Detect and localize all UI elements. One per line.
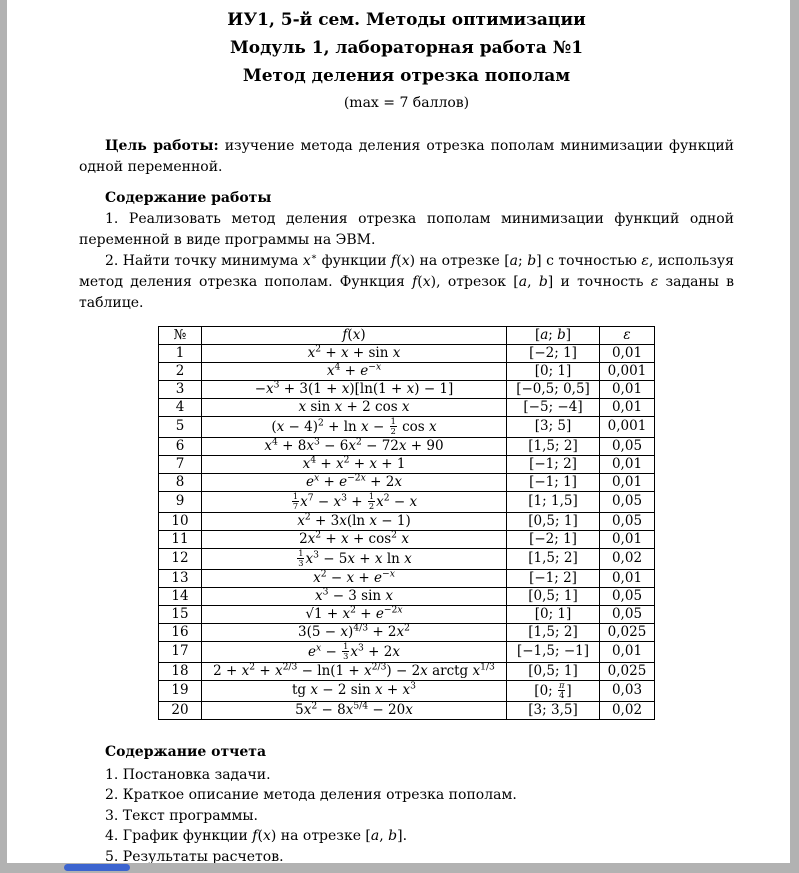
cell-function: $\frac{1}{7}$ $x^7 - x^3$ + $\frac{1}{2}$ $x^2 - x$ — [202, 491, 507, 512]
cell-number: 17 — [159, 641, 202, 662]
table-row — [159, 641, 655, 662]
col-interval: [a; b] — [507, 327, 600, 345]
table-row — [159, 455, 655, 473]
work-item-1: 1. Реализовать метод деления отрезка пополам минимизации функций одной переменной в виде программы на ЭВМ. — [79, 211, 734, 248]
cell-epsilon: 0,05 — [600, 587, 655, 605]
cell-interval: [1,5; 2] — [507, 623, 600, 641]
cell-function: x sin x + 2 cos x — [202, 399, 507, 417]
cell-epsilon: 0,03 — [600, 680, 655, 701]
cell-epsilon: 0,05 — [600, 605, 655, 623]
cell-epsilon: 0,001 — [600, 363, 655, 381]
table-row — [159, 587, 655, 605]
cell-interval: [−2; 1] — [507, 345, 600, 363]
table-row — [159, 623, 655, 641]
cell-number: 6 — [159, 437, 202, 455]
cell-interval: [−5; −4] — [507, 399, 600, 417]
cell-epsilon: 0,01 — [600, 473, 655, 491]
cell-number: 18 — [159, 662, 202, 680]
method-title: Метод деления отрезка пополам — [242, 66, 571, 86]
cell-epsilon: 0,025 — [600, 662, 655, 680]
course-title: ИУ1, 5-й сем. Методы оптимизации — [227, 10, 586, 30]
cell-epsilon: 0,001 — [600, 417, 655, 438]
col-epsilon: ε — [600, 327, 655, 345]
cell-epsilon: 0,05 — [600, 491, 655, 512]
cell-epsilon: 0,01 — [600, 569, 655, 587]
cell-interval: [0,5; 1] — [507, 512, 600, 530]
report-item-3: 3. Текст программы. — [105, 807, 258, 824]
cell-function: $\frac{1}{3}$ $x^3 - 5x + x$ ln x — [202, 548, 507, 569]
cell-function: $-x^3 + 3(1 + x)[\ln(1 + x) - 1]$ — [202, 381, 507, 399]
table-row — [159, 680, 655, 701]
document-page — [7, 0, 790, 863]
cell-epsilon: 0,01 — [600, 399, 655, 417]
table-row — [159, 512, 655, 530]
cell-function: $x^3 - 3$ sin x — [202, 587, 507, 605]
cell-interval: [0; $\frac{\pi}{4}$ ] — [507, 680, 600, 701]
cell-epsilon: 0,01 — [600, 530, 655, 548]
cell-number: 13 — [159, 569, 202, 587]
cell-interval: [−1; 2] — [507, 569, 600, 587]
cell-interval: [1,5; 2] — [507, 437, 600, 455]
table-row — [159, 662, 655, 680]
cell-epsilon: 0,02 — [600, 701, 655, 719]
table-row — [159, 569, 655, 587]
work-item-2: 2. Найти точку минимума x∗ функции f(x) на отрезке [a; b] с точностью ε, используя метод деления отрезка пополам. Функция f(x), отрезок [a, b] и точность ε заданы в таблице. — [79, 251, 735, 311]
cell-function: $x^4 + 8x^3 - 6x^2 - 72x + 90$ — [202, 437, 507, 455]
cell-interval: [0,5; 1] — [507, 587, 600, 605]
cell-function: tg x − 2 $\sin x + x^3$ — [202, 680, 507, 701]
col-function: f(x) — [202, 327, 507, 345]
cell-number: 19 — [159, 680, 202, 701]
max-points-note: (max = 7 баллов) — [343, 95, 470, 111]
cell-function: $2 + x^2 + x^{2/3} - \ln(1 + x^{2/3}) - 2x$ arctg $x^{1/3}$ — [202, 662, 507, 680]
cell-interval: [0; 1] — [507, 605, 600, 623]
cell-interval: [−2; 1] — [507, 530, 600, 548]
cell-number: 10 — [159, 512, 202, 530]
cell-epsilon: 0,01 — [600, 455, 655, 473]
cell-number: 2 — [159, 363, 202, 381]
cell-epsilon: 0,05 — [600, 512, 655, 530]
cell-function: $√1 + x^2 + e^{-2x}$ — [202, 605, 507, 623]
cell-interval: [3; 5] — [507, 417, 600, 438]
table-row — [159, 701, 655, 719]
cell-function: $x^2 + 3x(\ln$ x − 1) — [202, 512, 507, 530]
cell-number: 16 — [159, 623, 202, 641]
cell-function: $e^x$ − $\frac{1}{3}$ $x^3 + 2x$ — [202, 641, 507, 662]
table-row — [159, 473, 655, 491]
horizontal-scrollbar-thumb[interactable] — [64, 864, 130, 871]
cell-epsilon: 0,02 — [600, 548, 655, 569]
cell-number: 9 — [159, 491, 202, 512]
cell-interval: [3; 3,5] — [507, 701, 600, 719]
cell-number: 12 — [159, 548, 202, 569]
cell-function: $3(5 - x)^{4/3} + 2x^2$ — [202, 623, 507, 641]
goal-paragraph: Цель работы: изучение метода деления отрезка пополам минимизации функций одной переменной. — [79, 138, 734, 175]
cell-number: 14 — [159, 587, 202, 605]
report-item-4: 4. График функции f(x) на отрезке [a, b]. — [105, 828, 408, 845]
cell-number: 4 — [159, 399, 202, 417]
cell-epsilon: 0,025 — [600, 623, 655, 641]
col-number: № — [159, 327, 202, 345]
report-item-2: 2. Краткое описание метода деления отрезка пополам. — [105, 787, 517, 804]
table-row — [159, 399, 655, 417]
cell-number: 1 — [159, 345, 202, 363]
cell-number: 5 — [159, 417, 202, 438]
table-header-row — [159, 327, 655, 345]
table-row — [159, 417, 655, 438]
cell-number: 11 — [159, 530, 202, 548]
cell-function: $(x - 4)^2 + \ln x$ − $\frac{1}{2}$ cos x — [202, 417, 507, 438]
cell-number: 8 — [159, 473, 202, 491]
cell-interval: [−1,5; −1] — [507, 641, 600, 662]
cell-number: 15 — [159, 605, 202, 623]
report-contents-heading: Содержание отчета — [105, 743, 267, 760]
cell-function: $x^4 + x^2 + x + 1$ — [202, 455, 507, 473]
table-row — [159, 548, 655, 569]
cell-number: 7 — [159, 455, 202, 473]
cell-interval: [1,5; 2] — [507, 548, 600, 569]
cell-interval: [−0,5; 0,5] — [507, 381, 600, 399]
table-row — [159, 530, 655, 548]
table-row — [159, 491, 655, 512]
cell-interval: [1; 1,5] — [507, 491, 600, 512]
cell-number: 3 — [159, 381, 202, 399]
cell-epsilon: 0,01 — [600, 381, 655, 399]
table-row — [159, 437, 655, 455]
cell-epsilon: 0,05 — [600, 437, 655, 455]
cell-interval: [−1; 2] — [507, 455, 600, 473]
cell-number: 20 — [159, 701, 202, 719]
cell-function: $e^x + e^{-2x} + 2x$ — [202, 473, 507, 491]
cell-function: $x^2 + x + \sin x$ — [202, 345, 507, 363]
table-row — [159, 381, 655, 399]
cell-epsilon: 0,01 — [600, 641, 655, 662]
cell-function: $x^2 - x + e^{-x}$ — [202, 569, 507, 587]
cell-interval: [−1; 1] — [507, 473, 600, 491]
assignments-table — [158, 326, 655, 720]
cell-interval: [0; 1] — [507, 363, 600, 381]
table-row — [159, 605, 655, 623]
cell-function: $x^4 + e^{-x}$ — [202, 363, 507, 381]
cell-function: $5x^2 - 8x^{5/4} - 20x$ — [202, 701, 507, 719]
cell-epsilon: 0,01 — [600, 345, 655, 363]
cell-interval: [0,5; 1] — [507, 662, 600, 680]
report-item-1: 1. Постановка задачи. — [105, 766, 271, 783]
table-row — [159, 363, 655, 381]
work-contents-heading: Содержание работы — [105, 190, 272, 206]
report-item-5: 5. Результаты расчетов. — [105, 848, 284, 863]
table-row — [159, 345, 655, 363]
cell-function: $2x^2 + x + \cos^2 x$ — [202, 530, 507, 548]
module-title: Модуль 1, лабораторная работа №1 — [229, 38, 584, 58]
